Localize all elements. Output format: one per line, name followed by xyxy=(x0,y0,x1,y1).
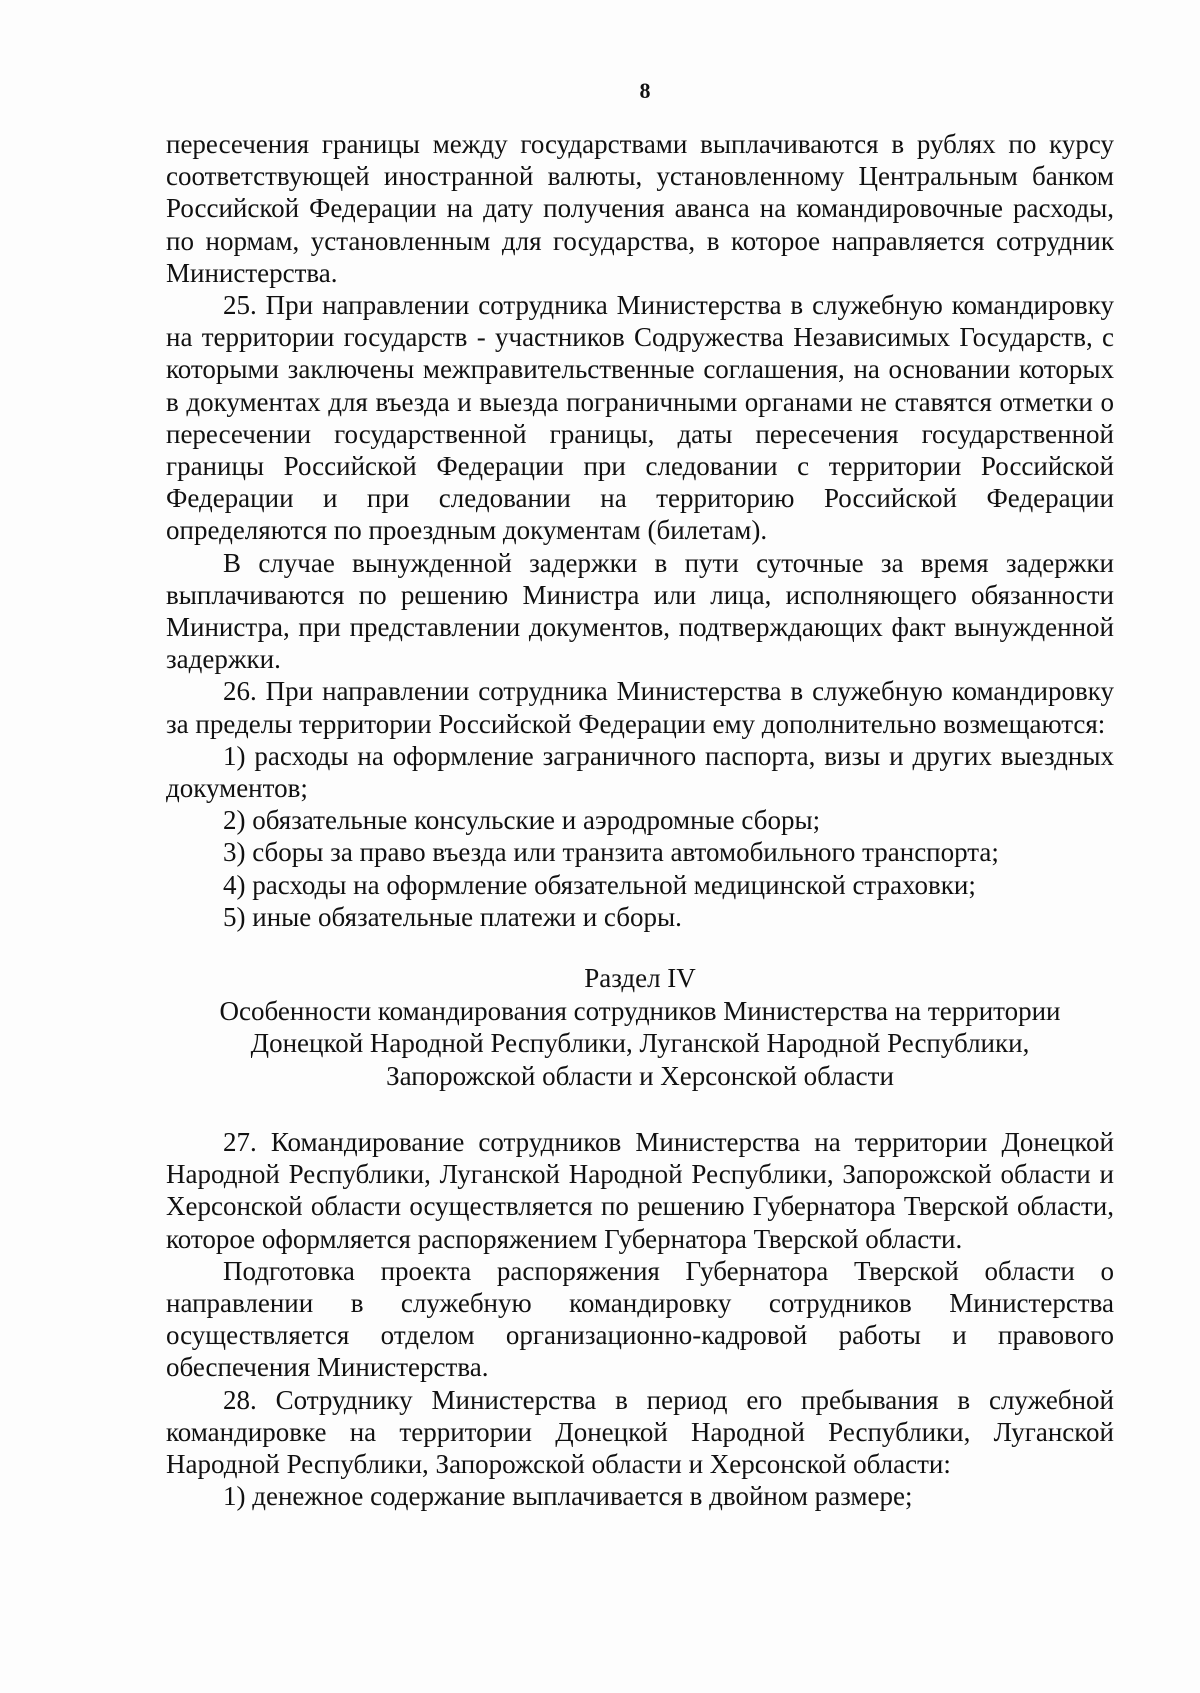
list-item-26-2: 2) обязательные консульские и аэродромные сборы; xyxy=(223,805,821,836)
list-item-26-4: 4) расходы на оформление обязательной медицинской страховки; xyxy=(223,869,976,900)
list-item-26-1: 1) расходы на оформление заграничного паспорта, визы и других выездных документов; xyxy=(166,740,1114,804)
paragraph-25: 25. При направлении сотрудника Министерства в служебную командировку на территории государств - участников Содружества Независимых Государств, с которыми заключены межправительственные соглашения, на основании которых в документах для въезда и выезда пограничными органами не ставятся отметки о пересечении государственной границы, даты пересечения государственной границы Российской Федерации при следовании с территории Российской Федерации и при следовании на территорию Российской Федерации определяются по проездным документам (билетам). xyxy=(166,290,1114,546)
paragraph-26: 26. При направлении сотрудника Министерства в служебную командировку за пределы территории Российской Федерации ему дополнительно возмещаются: xyxy=(166,676,1114,739)
paragraph-27-preparation: Подготовка проекта распоряжения Губернатора Тверской области о направлении в служебную командировку сотрудников Министерства осуществляется отделом организационно-кадровой работы и правового обеспечения Министерства. xyxy=(166,1255,1114,1383)
section-heading xyxy=(166,962,1114,1092)
paragraph-27: 27. Командирование сотрудников Министерства на территории Донецкой Народной Республики, Луганской Народной Республики, Запорожской области и Херсонской области осуществляется по решению Губернатора Тверской области, которое оформляется распоряжением Губернатора Тверской области. xyxy=(166,1126,1114,1254)
paragraph-continuation: пересечения границы между государствами выплачиваются в рублях по курсу соответствующей иностранной валюты, установленному Центральным банком Российской Федерации на дату получения аванса на командировочные расходы, по нормам, установленным для государства, в которое направляется сотрудник Министерства. xyxy=(166,129,1114,288)
list-item-26-3: 3) сборы за право въезда или транзита автомобильного транспорта; xyxy=(223,837,999,868)
section-title: Раздел IV xyxy=(584,963,696,994)
paragraph-28: 28. Сотруднику Министерства в период его пребывания в служебной командировке на территории Донецкой Народной Республики, Луганской Народной Республики, Запорожской области и Херсонской области: xyxy=(166,1384,1114,1479)
section-heading-line-1: Особенности командирования сотрудников Министерства на территории xyxy=(219,996,1061,1027)
list-item-26-5: 5) иные обязательные платежи и сборы. xyxy=(223,901,682,932)
list-item-28-1: 1) денежное содержание выплачивается в двойном размере; xyxy=(223,1481,913,1512)
section-heading-line-3: Запорожской области и Херсонской области xyxy=(386,1060,894,1091)
section-heading-line-2: Донецкой Народной Республики, Луганской Народной Республики, xyxy=(250,1028,1030,1059)
page-number: 8 xyxy=(639,78,651,103)
paragraph-25-delay: В случае вынужденной задержки в пути суточные за время задержки выплачиваются по решению Министра или лица, исполняющего обязанности Министра, при представлении документов, подтверждающих факт вынужденной задержки. xyxy=(166,547,1114,675)
document-body xyxy=(166,128,1114,1512)
